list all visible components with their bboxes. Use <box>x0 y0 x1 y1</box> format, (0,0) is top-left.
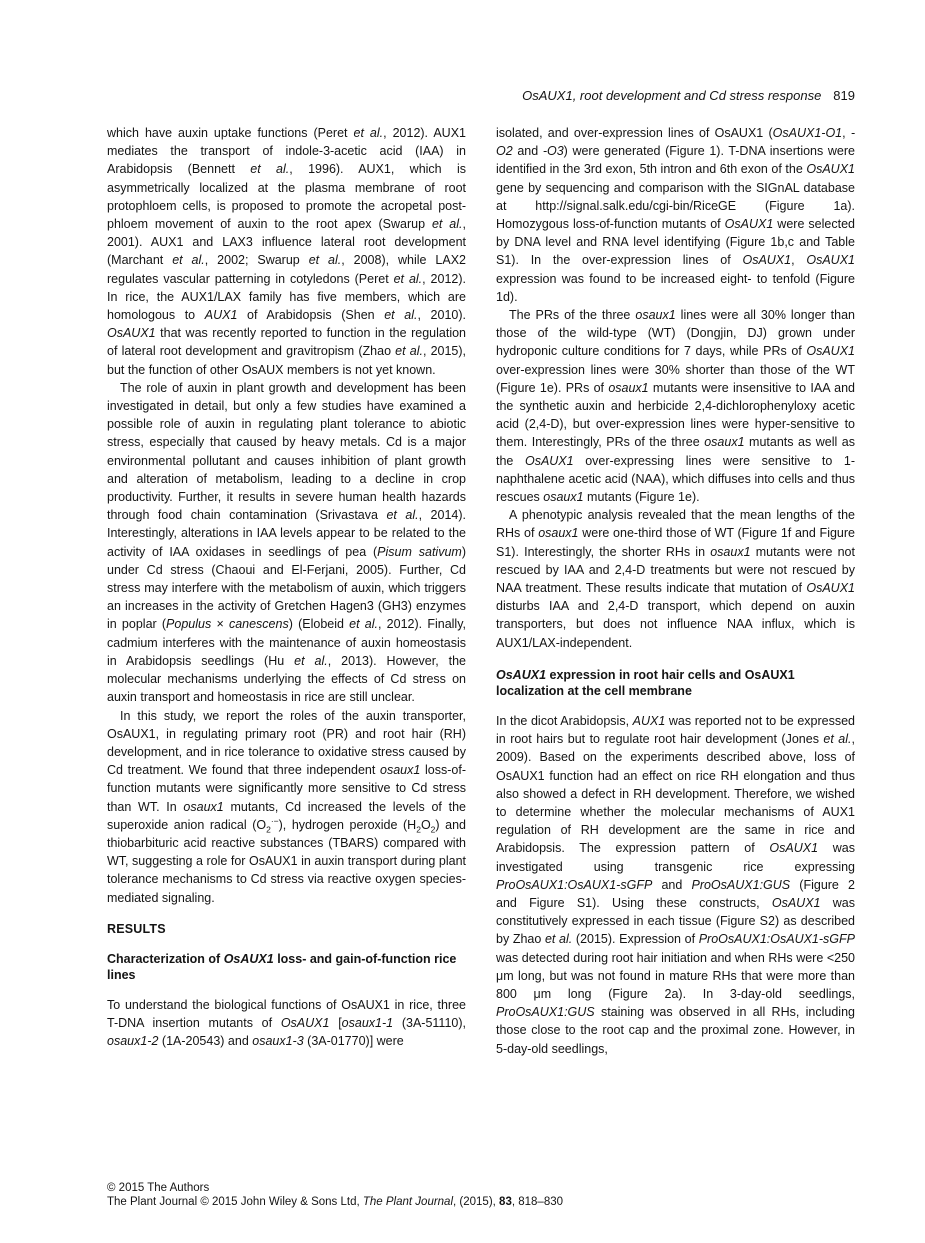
body-paragraph: isolated, and over-expression lines of OsAUX1 (OsAUX1-O1, -O2 and -O3) were generated (Figure 1). T-DNA insertions were identified in the 3rd exon, 5th intron and 6th exon of the OsAUX1 gene by sequencing and comparison with the SIGnAL database at http://signal.salk.edu/cgi-bin/RiceGE (Figure 1a). Homozygous loss-of-function mutants of OsAUX1 were selected by DNA level and RNA level identifying (Figure 1b,c and Table S1). In the over-expression lines of OsAUX1, OsAUX1 expression was found to be increased eight- to tenfold (Figure 1d). <box>496 126 856 304</box>
right-column <box>496 124 855 1058</box>
section-heading-characterization: Characterization of OsAUX1 loss- and gain-of-function rice lines <box>107 951 457 983</box>
left-column <box>107 124 466 1058</box>
section-heading-expression: OsAUX1 expression in root hair cells and OsAUX1 localization at the cell membrane <box>496 667 795 699</box>
body-paragraph: The PRs of the three osaux1 lines were all 30% longer than those of the wild-type (WT) (Dongjin, DJ) grown under hydroponic culture conditions for 7 days, while PRs of OsAUX1 over-expression lines were 30% shorter than those of the WT (Figure 1e). PRs of osaux1 mutants were insensitive to IAA and the synthetic auxin and herbicide 2,4-dichlorophenyloxy acetic acid (2,4-D), but over-expression lines were hyper-sensitive to them. Interestingly, PRs of the three osaux1 mutants as well as the OsAUX1 over-expressing lines were sensitive to 1-naphthalene acetic acid (NAA), which diffuses into cells and thus rescues osaux1 mutants (Figure 1e). <box>496 308 855 505</box>
running-head <box>107 88 855 103</box>
body-paragraph: In this study, we report the roles of the auxin transporter, OsAUX1, in regulating primary root (PR) and root hair (RH) development, and in rice tolerance to oxidative stress caused by Cd treatment. We found that three independent osaux1 loss-of-function mutants were significantly more sensitive to Cd stress than WT. In osaux1 mutants, Cd increased the levels of the superoxide anion radical $(O_2^{\cdot-})$, hydrogen peroxide $(H_2O_2)$ and thiobarbituric acid reactive substances (TBARS) compared with WT, suggesting a role for OsAUX1 in auxin transport during plant tolerance mechanisms to Cd stress via reactive oxygen species-mediated signaling. <box>107 708 467 905</box>
body-paragraph: A phenotypic analysis revealed that the mean lengths of the RHs of osaux1 were one-third those of WT (Figure 1f and Figure S1). Interestingly, the shorter RHs in osaux1 mutants were not rescued by IAA and 2,4-D treatments but were not rescued by NAA treatment. These results indicate that mutation of OsAUX1 disturbs IAA and 2,4-D transport, which depend on auxin transporters, but does not influence NAA influx, which is AUX1/LAX-independent. <box>496 508 855 650</box>
results-heading: RESULTS <box>107 921 166 936</box>
article-body <box>107 124 855 1058</box>
journal-citation-line: The Plant Journal © 2015 John Wiley & Sons Ltd, The Plant Journal, (2015), 83, 818–830 <box>107 1196 564 1208</box>
page-number: 819 <box>833 88 855 103</box>
copyright-footer <box>107 1181 563 1209</box>
body-paragraph: which have auxin uptake functions (Peret et al., 2012). AUX1 mediates the transport of indole-3-acetic acid (IAA) in Arabidopsis (Bennett et al., 1996). AUX1, which is asymmetrically localized at the plasma membrane of root protophloem cells, is proposed to promote the acropetal post-phloem movement of auxin to the root apex (Swarup et al., 2001). AUX1 and LAX3 influence lateral root development (Marchant et al., 2002; Swarup et al., 2008), while LAX2 regulates vascular patterning in cotyledons (Peret et al., 2012). In rice, the AUX1/LAX family has five members, which are homologous to AUX1 of Arabidopsis (Shen et al., 2010). OsAUX1 that was recently reported to function in the regulation of lateral root development and gravitropism (Zhao et al., 2015), but the function of other OsAUX members is not yet known. <box>107 126 467 377</box>
running-head-title: OsAUX1, root development and Cd stress response <box>522 88 822 103</box>
body-paragraph: To understand the biological functions of OsAUX1 in rice, three T-DNA insertion mutants of OsAUX1 [osaux1-1 (3A-51110), osaux1-2 (1A-20543) and osaux1-3 (3A-01770)] were <box>107 997 466 1049</box>
body-paragraph: The role of auxin in plant growth and development has been investigated in detail, but only a few studies have examined a possible role of auxin in regulating plant tolerance to abiotic stress, especially that caused by heavy metals. Cd is a major environmental pollutant and causes inhibition of plant growth and alteration of metabolism, leading to a decline in crop productivity. Further, it results in severe human health hazards through food chain contamination (Srivastava et al., 2014). Interestingly, alterations in IAA levels appear to be related to the activity of IAA oxidases in seedlings of pea (Pisum sativum) under Cd stress (Chaoui and El-Ferjani, 2005). Further, Cd stress may interfere with the metabolism of auxin, which triggers an increases in the activity of Gretchen Hagen3 (GH3) enzymes in poplar (Populus × canescens) (Elobeid et al., 2012). Finally, cadmium interferes with the maintenance of auxin homeostasis in Arabidopsis seedlings (Hu et al., 2013). However, the molecular mechanisms underlying the effects of Cd stress on auxin transport and homeostasis in rice are still unclear. <box>107 380 466 705</box>
body-paragraph: In the dicot Arabidopsis, AUX1 was reported not to be expressed in root hairs but to regulate root hair development (Jones et al., 2009). Based on the experiments described above, loss of OsAUX1 function had an effect on rice RH elongation and thus also showed a defect in RH development. Therefore, we wished to determine whether the molecular mechanisms of AUX1 regulation of RH development are the same in rice and Arabidopsis. The expression pattern of OsAUX1 was investigated using transgenic rice expressing ProOsAUX1:OsAUX1-sGFP and ProOsAUX1:GUS (Figure 2 and Figure S1). Using these constructs, OsAUX1 was constitutively expressed in each tissue (Figure S2) as described by Zhao et al. (2015). Expression of ProOsAUX1:OsAUX1-sGFP was detected during root hair initiation and when RHs were <250 μm long, but was not found in mature RHs that were more than 800 μm long (Figure 2a). In 3-day-old seedlings, ProOsAUX1:GUS staining was observed in all RHs, including those close to the root cap and the proximal zone. However, in 5-day-old seedlings, <box>496 713 856 1056</box>
copyright-line: © 2015 The Authors <box>107 1182 210 1194</box>
